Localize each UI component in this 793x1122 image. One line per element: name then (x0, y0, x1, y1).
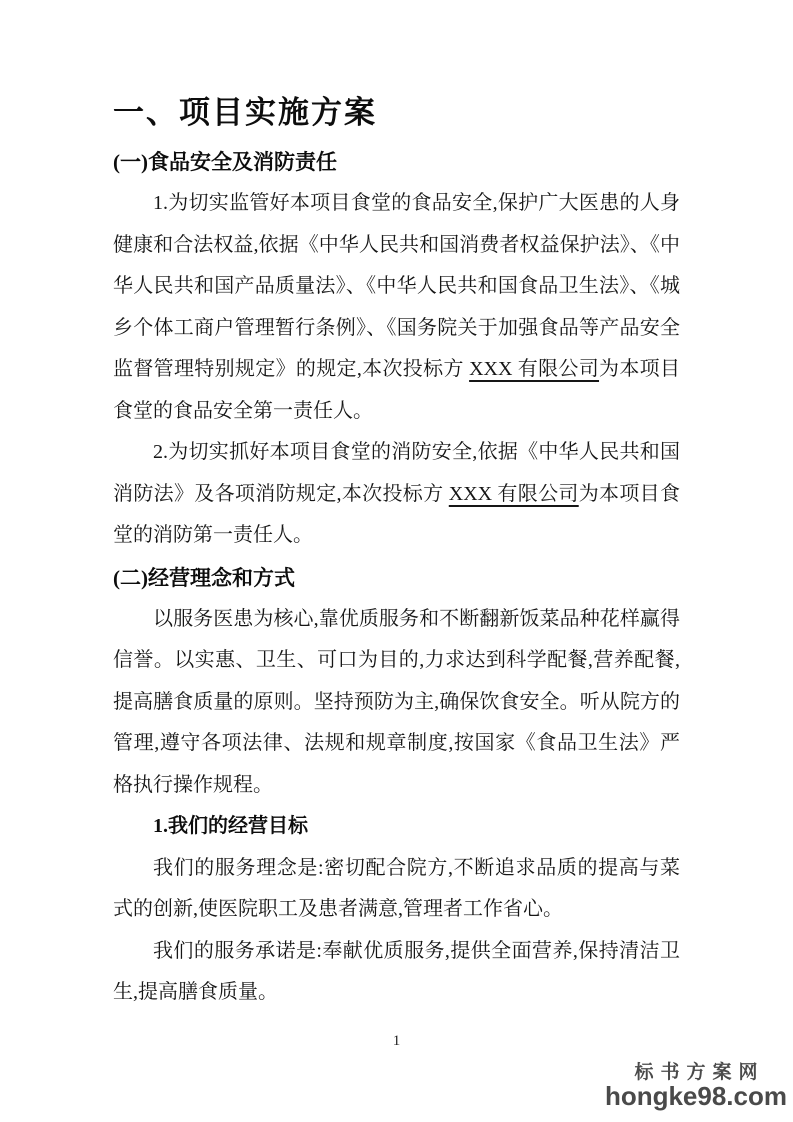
company-name-placeholder: XXX 有限公司 (448, 482, 579, 505)
subsection-heading-business-goals: 1.我们的经营目标 (153, 815, 308, 837)
document-title: 一、项目实施方案 (113, 95, 377, 130)
section-heading-business-philosophy: (二)经营理念和方式 (113, 565, 295, 590)
paragraph-business-philosophy: 以服务医患为核心,靠优质服务和不断翻新饭菜品种花样赢得信誉。以实惠、卫生、可口为目的,力求达到科学配餐,营养配餐,提高膳食质量的原则。坚持预防为主,确保饮食安全。听从院方的管理,遵守各项法律、法规和规章制度,按国家《食品卫生法》严格执行操作规程。 (113, 607, 680, 796)
company-name-placeholder: XXX 有限公司 (469, 358, 600, 380)
paragraph-fire-safety (113, 432, 680, 557)
section-heading-food-safety: (一)食品安全及消防责任 (113, 150, 337, 174)
paragraph-fire-safety-text: 2.为切实抓好本项目食堂的消防安全,依据《中华人民共和国消防法》及各项消防规定,本次投标方 (113, 441, 680, 505)
paragraph-service-philosophy: 我们的服务理念是:密切配合院方,不断追求品质的提高与菜式的创新,使医院职工及患者满意,管理者工作省心。 (113, 856, 680, 920)
page-number: 1 (392, 1033, 401, 1049)
paragraph-food-safety (113, 183, 680, 432)
paragraph-food-safety-text-end: 为本项目食堂的食品安全第一责任人。 (113, 358, 680, 422)
watermark (605, 1063, 787, 1110)
watermark-site-url: hongke98.com (604, 1080, 787, 1111)
paragraph-fire-safety-text-end: 为本项目食堂的消防第一责任人。 (113, 482, 681, 546)
paragraph-food-safety-text: 1.为切实监管好本项目食堂的食品安全,保护广大医患的人身健康和合法权益,依据《中华人民共和国消费者权益保护法》、《中华人民共和国产品质量法》、《中华人民共和国食品卫生法》、《城乡个体工商户管理暂行条例》、《国务院关于加强食品等产品安全监督管理特别规定》的规定,本次投标方 (113, 192, 680, 380)
watermark-site-name: 标书方案网 (634, 1061, 765, 1083)
paragraph-service-promise: 我们的服务承诺是:奉献优质服务,提供全面营养,保持清洁卫生,提高膳食质量。 (113, 939, 680, 1003)
